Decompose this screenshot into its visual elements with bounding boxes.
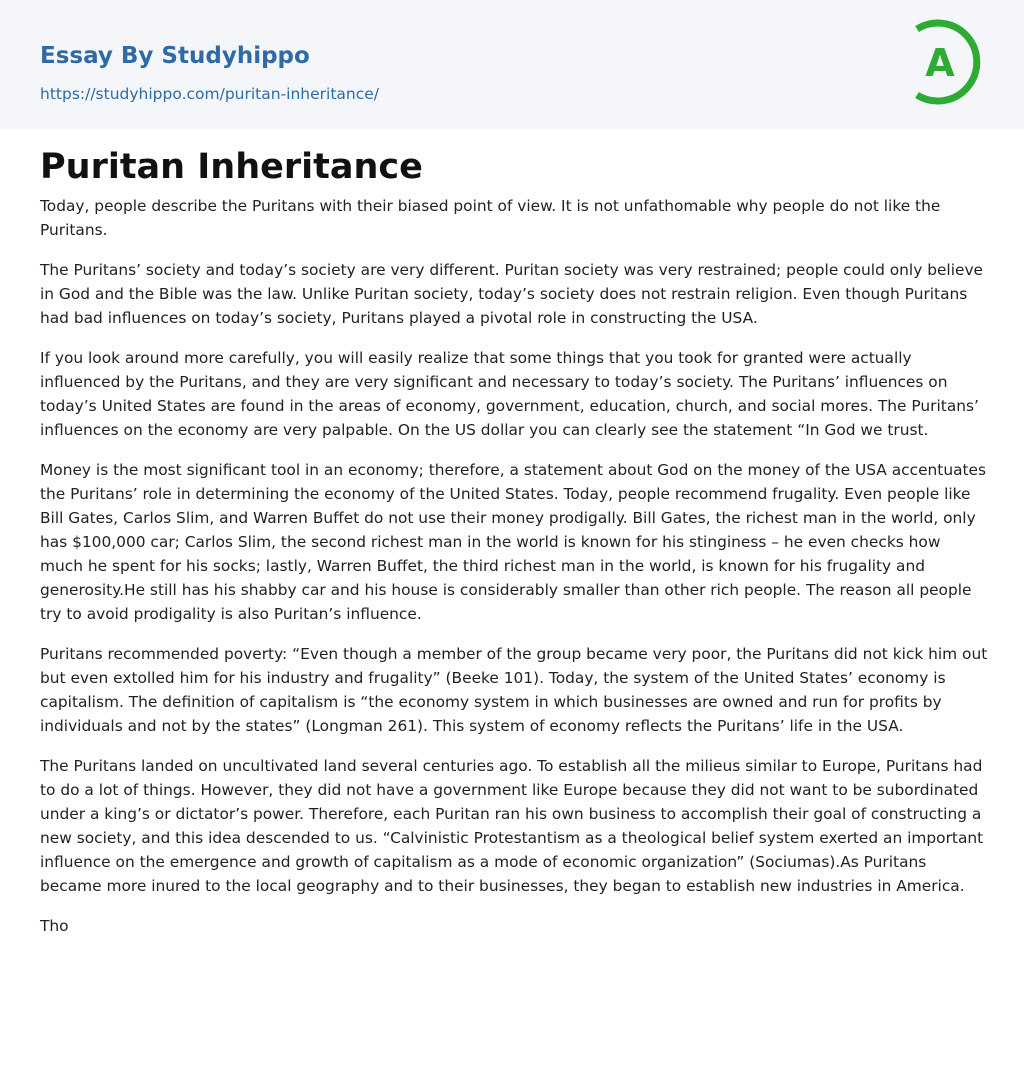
essay-paragraph: The Puritans’ society and today’s society are very different. Puritan society was very restrained; people could only believe in God and the Bible was the law. Unlike Puritan society, today’s society does not restrain religion. Even though Puritans had bad influences on today’s society, Puritans played a pivotal role in constructing the USA. bbox=[40, 261, 984, 327]
essay-url-link[interactable]: https://studyhippo.com/puritan-inheritance/ bbox=[40, 85, 380, 103]
essay-paragraph: If you look around more carefully, you will easily realize that some things that you took for granted were actually influenced by the Puritans, and they are very significant and necessary to today’s society. The Puritans’ influences on today’s United States are found in the areas of economy, government, education, church, and social mores. The Puritans’ influences on the economy are very palpable. On the US dollar you can clearly see the statement “In God we trust. bbox=[40, 349, 979, 439]
essay-title: Puritan Inheritance bbox=[40, 147, 423, 187]
essay-paragraph: Puritans recommended poverty: “Even though a member of the group became very poor, the Puritans did not kick him out but even extolled him for his industry and frugality” (Beeke 101). Today, the system of the United States’ economy is capitalism. The definition of capitalism is “the economy system in which businesses are owned and run for profits by individuals and not by the states” (Longman 261). This system of economy reflects the Puritans’ life in the USA. bbox=[40, 645, 988, 735]
essay-paragraph: The Puritans landed on uncultivated land several centuries ago. To establish all the milieus similar to Europe, Puritans had to do a lot of things. However, they did not have a government like Europe because they did not want to be subordinated under a king’s or dictator’s power. Therefore, each Puritan ran his own business to accomplish their goal of constructing a new society, and this idea descended to us. “Calvinistic Protestantism as a theological belief system exerted an important influence on the emergence and growth of capitalism as a mode of economic organization” (Sociumas).As Puritans became more inured to the local geography and to their businesses, they began to establish new industries in America. bbox=[40, 757, 984, 895]
studyhippo-logo-icon[interactable] bbox=[913, 19, 987, 105]
essay-paragraph: Today, people describe the Puritans with their biased point of view. It is not unfathomable why people do not like the Puritans. bbox=[40, 197, 941, 239]
essay-body bbox=[40, 194, 988, 954]
logo-letter: A bbox=[925, 41, 955, 85]
site-header bbox=[0, 0, 1024, 129]
site-brand[interactable]: Essay By Studyhippo bbox=[40, 43, 310, 69]
essay-paragraph: Money is the most significant tool in an economy; therefore, a statement about God on the money of the USA accentuates the Puritans’ role in determining the economy of the United States. Today, people recommend frugality. Even people like Bill Gates, Carlos Slim, and Warren Buffet do not use their money prodigally. Bill Gates, the richest man in the world, only has $100,000 car; Carlos Slim, the second richest man in the world is known for his stinginess – he even checks how much he spent for his socks; lastly, Warren Buffet, the third richest man in the world, is known for his frugality and generosity.He still has his shabby car and his house is considerably smaller than other rich people. The reason all people try to avoid prodigality is also Puritan’s influence. bbox=[40, 461, 987, 623]
essay-paragraph-truncated: Tho bbox=[40, 917, 69, 935]
